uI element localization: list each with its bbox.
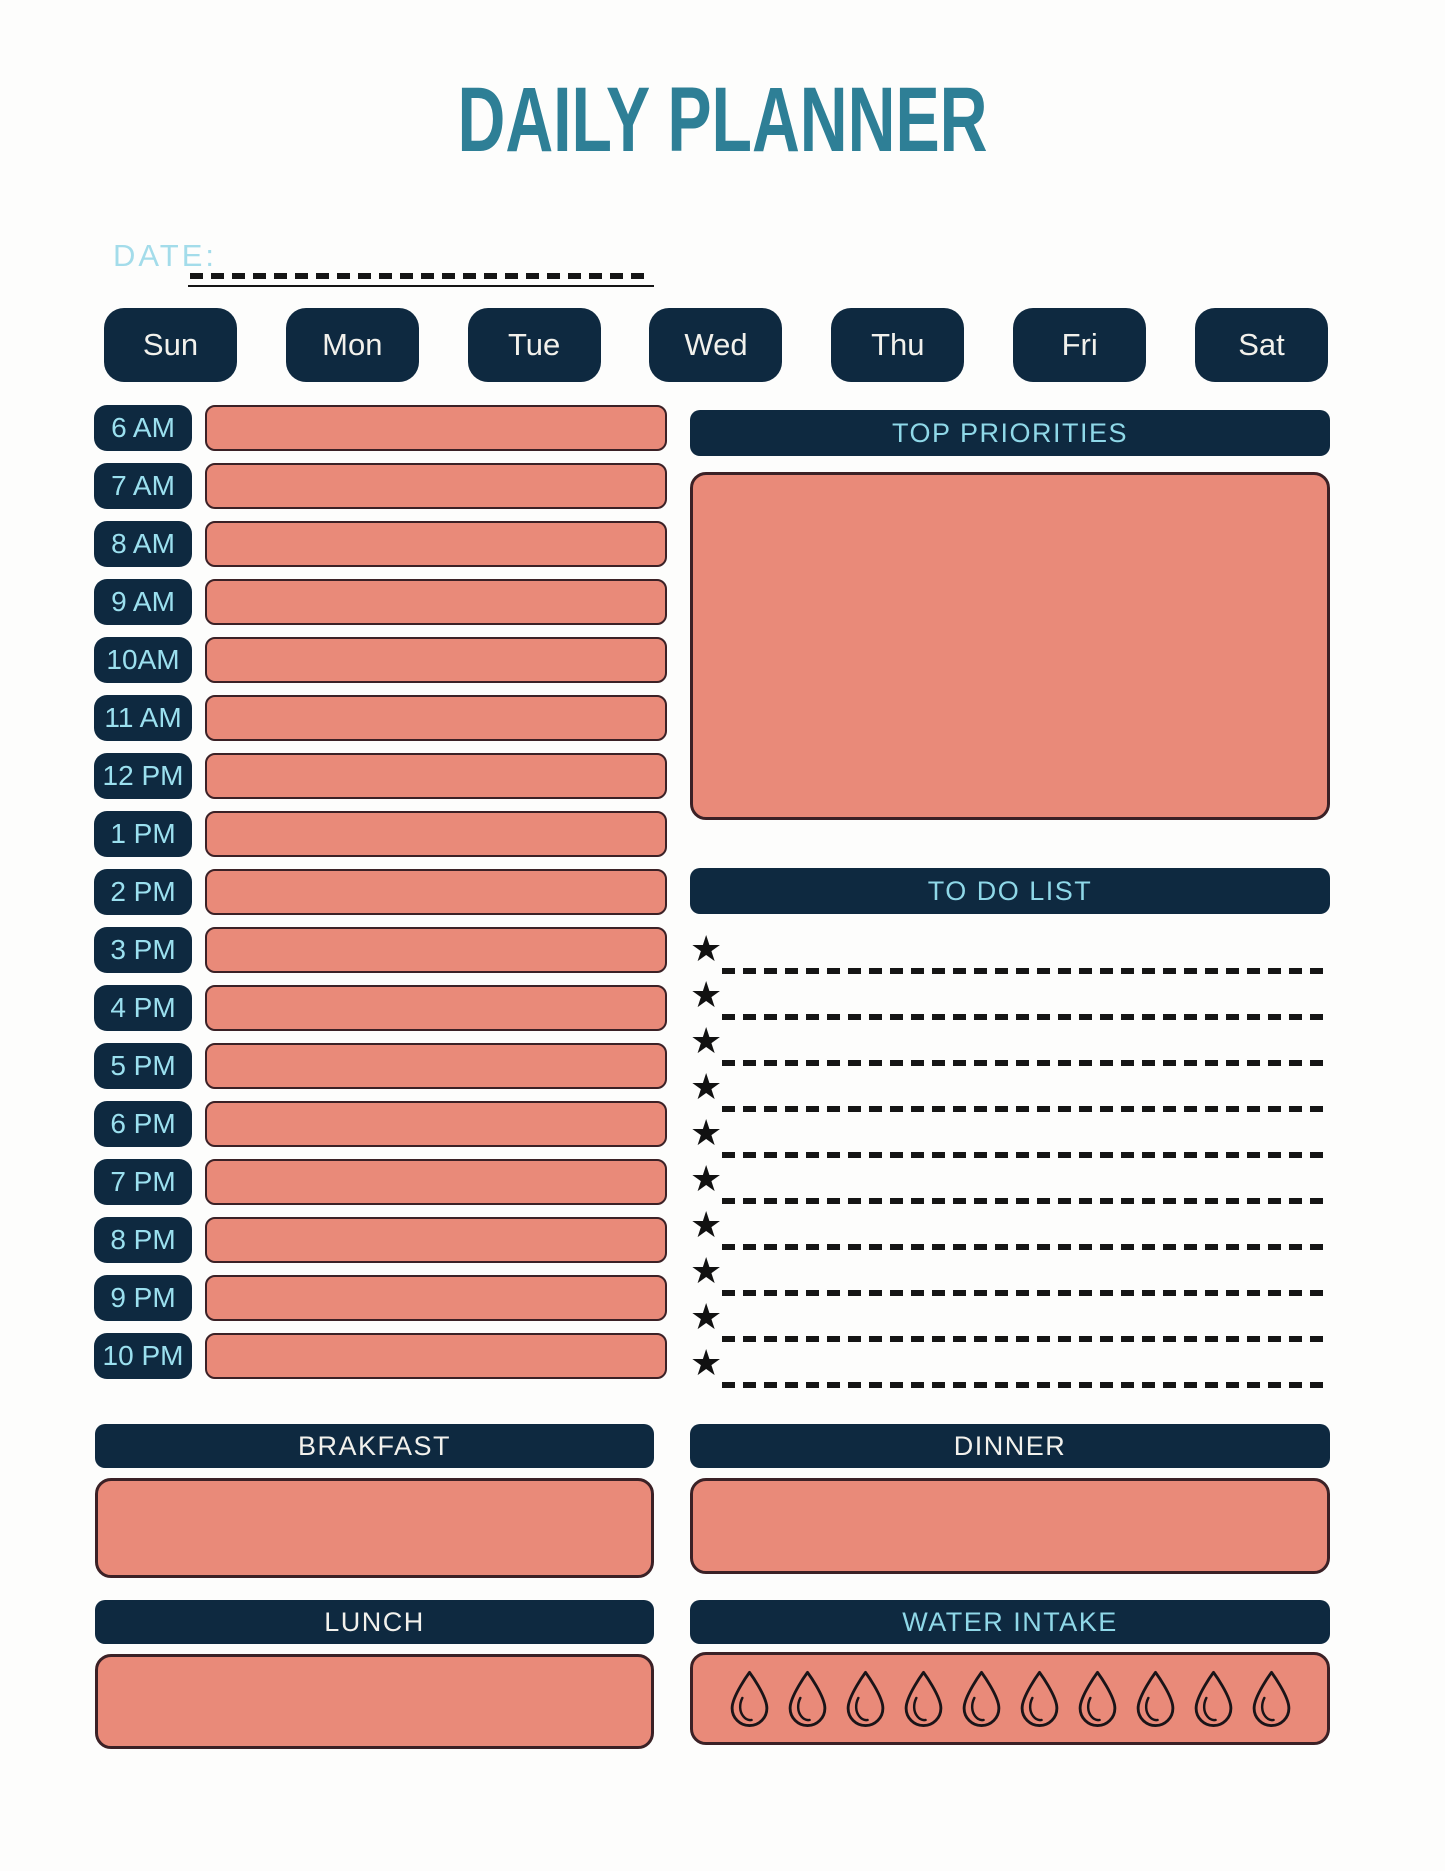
- time-slot-field[interactable]: [205, 1217, 667, 1263]
- time-slot-field[interactable]: [205, 1101, 667, 1147]
- lunch-label: LUNCH: [324, 1606, 425, 1637]
- time-label: 1 PM: [94, 811, 192, 857]
- todo-list-header: [690, 868, 1330, 914]
- todo-item: [690, 1298, 1330, 1344]
- time-label: 6 AM: [94, 405, 192, 451]
- water-drop-icon[interactable]: [959, 1669, 1004, 1729]
- day-button-sat[interactable]: Sat: [1195, 308, 1328, 382]
- todo-line-field[interactable]: [722, 1382, 1330, 1388]
- time-row: [94, 579, 667, 625]
- todo-item: [690, 1252, 1330, 1298]
- time-slot-field[interactable]: [205, 637, 667, 683]
- time-row: [94, 1101, 667, 1147]
- time-slot-field[interactable]: [205, 927, 667, 973]
- date-fill-line[interactable]: [190, 273, 652, 279]
- todo-list: [690, 930, 1330, 1390]
- time-row: [94, 1159, 667, 1205]
- todo-line-field[interactable]: [722, 1290, 1330, 1296]
- time-row: [94, 637, 667, 683]
- time-row: [94, 985, 667, 1031]
- time-label: 7 AM: [94, 463, 192, 509]
- star-icon: ★: [690, 1204, 723, 1245]
- time-label: 10 PM: [94, 1333, 192, 1379]
- dinner-field[interactable]: [690, 1478, 1330, 1574]
- time-slot-field[interactable]: [205, 1159, 667, 1205]
- day-button-mon[interactable]: Mon: [286, 308, 419, 382]
- lunch-header: [95, 1600, 654, 1644]
- todo-line-field[interactable]: [722, 968, 1330, 974]
- time-slot-field[interactable]: [205, 869, 667, 915]
- time-slot-field[interactable]: [205, 985, 667, 1031]
- time-slot-field[interactable]: [205, 1333, 667, 1379]
- time-row: [94, 695, 667, 741]
- time-label: 2 PM: [94, 869, 192, 915]
- time-label: 12 PM: [94, 753, 192, 799]
- todo-line-field[interactable]: [722, 1014, 1330, 1020]
- time-label: 10AM: [94, 637, 192, 683]
- day-button-fri[interactable]: Fri: [1013, 308, 1146, 382]
- day-button-wed[interactable]: Wed: [649, 308, 782, 382]
- todo-item: [690, 1344, 1330, 1390]
- time-label: 9 PM: [94, 1275, 192, 1321]
- todo-item: [690, 930, 1330, 976]
- time-label: 8 PM: [94, 1217, 192, 1263]
- day-button-sun[interactable]: Sun: [104, 308, 237, 382]
- time-slot-field[interactable]: [205, 1043, 667, 1089]
- date-underline: [188, 285, 654, 287]
- time-slot-field[interactable]: [205, 579, 667, 625]
- time-row: [94, 811, 667, 857]
- time-row: [94, 1333, 667, 1379]
- time-row: [94, 927, 667, 973]
- time-slot-field[interactable]: [205, 463, 667, 509]
- time-slot-field[interactable]: [205, 811, 667, 857]
- todo-item: [690, 976, 1330, 1022]
- star-icon: ★: [690, 974, 723, 1015]
- day-button-thu[interactable]: Thu: [831, 308, 964, 382]
- page-title: DAILY PLANNER: [457, 69, 988, 171]
- time-row: [94, 1275, 667, 1321]
- dinner-label: DINNER: [953, 1430, 1067, 1461]
- time-row: [94, 1217, 667, 1263]
- breakfast-header: [95, 1424, 654, 1468]
- time-label: 11 AM: [94, 695, 192, 741]
- star-icon: ★: [690, 1020, 723, 1061]
- time-row: [94, 1043, 667, 1089]
- water-intake-header: [690, 1600, 1330, 1644]
- water-drop-icon[interactable]: [1191, 1669, 1236, 1729]
- water-drop-icon[interactable]: [1249, 1669, 1294, 1729]
- water-drop-icon[interactable]: [843, 1669, 888, 1729]
- todo-list-label: TO DO LIST: [927, 875, 1093, 906]
- day-selector-row: [104, 308, 1328, 382]
- top-priorities-field[interactable]: [690, 472, 1330, 820]
- hourly-schedule: [94, 405, 667, 1391]
- water-drop-icon[interactable]: [785, 1669, 830, 1729]
- time-slot-field[interactable]: [205, 521, 667, 567]
- todo-item: [690, 1022, 1330, 1068]
- todo-line-field[interactable]: [722, 1060, 1330, 1066]
- water-intake-tracker: [690, 1652, 1330, 1745]
- time-slot-field[interactable]: [205, 695, 667, 741]
- time-row: [94, 463, 667, 509]
- time-row: [94, 405, 667, 451]
- water-drop-icon[interactable]: [1017, 1669, 1062, 1729]
- breakfast-label: BRAKFAST: [297, 1430, 452, 1461]
- time-label: 8 AM: [94, 521, 192, 567]
- star-icon: ★: [690, 1158, 723, 1199]
- water-drop-icon[interactable]: [1133, 1669, 1178, 1729]
- time-label: 3 PM: [94, 927, 192, 973]
- todo-line-field[interactable]: [722, 1152, 1330, 1158]
- time-label: 6 PM: [94, 1101, 192, 1147]
- time-label: 4 PM: [94, 985, 192, 1031]
- water-drop-icon[interactable]: [1075, 1669, 1120, 1729]
- lunch-field[interactable]: [95, 1654, 654, 1749]
- water-drop-icon[interactable]: [727, 1669, 772, 1729]
- time-label: 7 PM: [94, 1159, 192, 1205]
- top-priorities-label: TOP PRIORITIES: [891, 417, 1129, 448]
- todo-line-field[interactable]: [722, 1244, 1330, 1250]
- star-icon: ★: [690, 1342, 723, 1383]
- time-slot-field[interactable]: [205, 1275, 667, 1321]
- star-icon: ★: [690, 1112, 723, 1153]
- todo-item: [690, 1160, 1330, 1206]
- star-icon: ★: [690, 1296, 723, 1337]
- water-drop-icon[interactable]: [901, 1669, 946, 1729]
- todo-line-field[interactable]: [722, 1336, 1330, 1342]
- breakfast-field[interactable]: [95, 1478, 654, 1578]
- date-label: DATE:: [113, 238, 217, 273]
- time-row: [94, 521, 667, 567]
- star-icon: ★: [690, 1250, 723, 1291]
- time-row: [94, 753, 667, 799]
- time-label: 5 PM: [94, 1043, 192, 1089]
- time-slot-field[interactable]: [205, 753, 667, 799]
- star-icon: ★: [690, 1066, 723, 1107]
- water-intake-label: WATER INTAKE: [902, 1606, 1118, 1637]
- todo-line-field[interactable]: [722, 1198, 1330, 1204]
- time-slot-field[interactable]: [205, 405, 667, 451]
- todo-item: [690, 1068, 1330, 1114]
- todo-item: [690, 1206, 1330, 1252]
- day-button-tue[interactable]: Tue: [468, 308, 601, 382]
- dinner-header: [690, 1424, 1330, 1468]
- star-icon: ★: [690, 928, 723, 969]
- time-row: [94, 869, 667, 915]
- todo-item: [690, 1114, 1330, 1160]
- time-label: 9 AM: [94, 579, 192, 625]
- top-priorities-header: [690, 410, 1330, 456]
- todo-line-field[interactable]: [722, 1106, 1330, 1112]
